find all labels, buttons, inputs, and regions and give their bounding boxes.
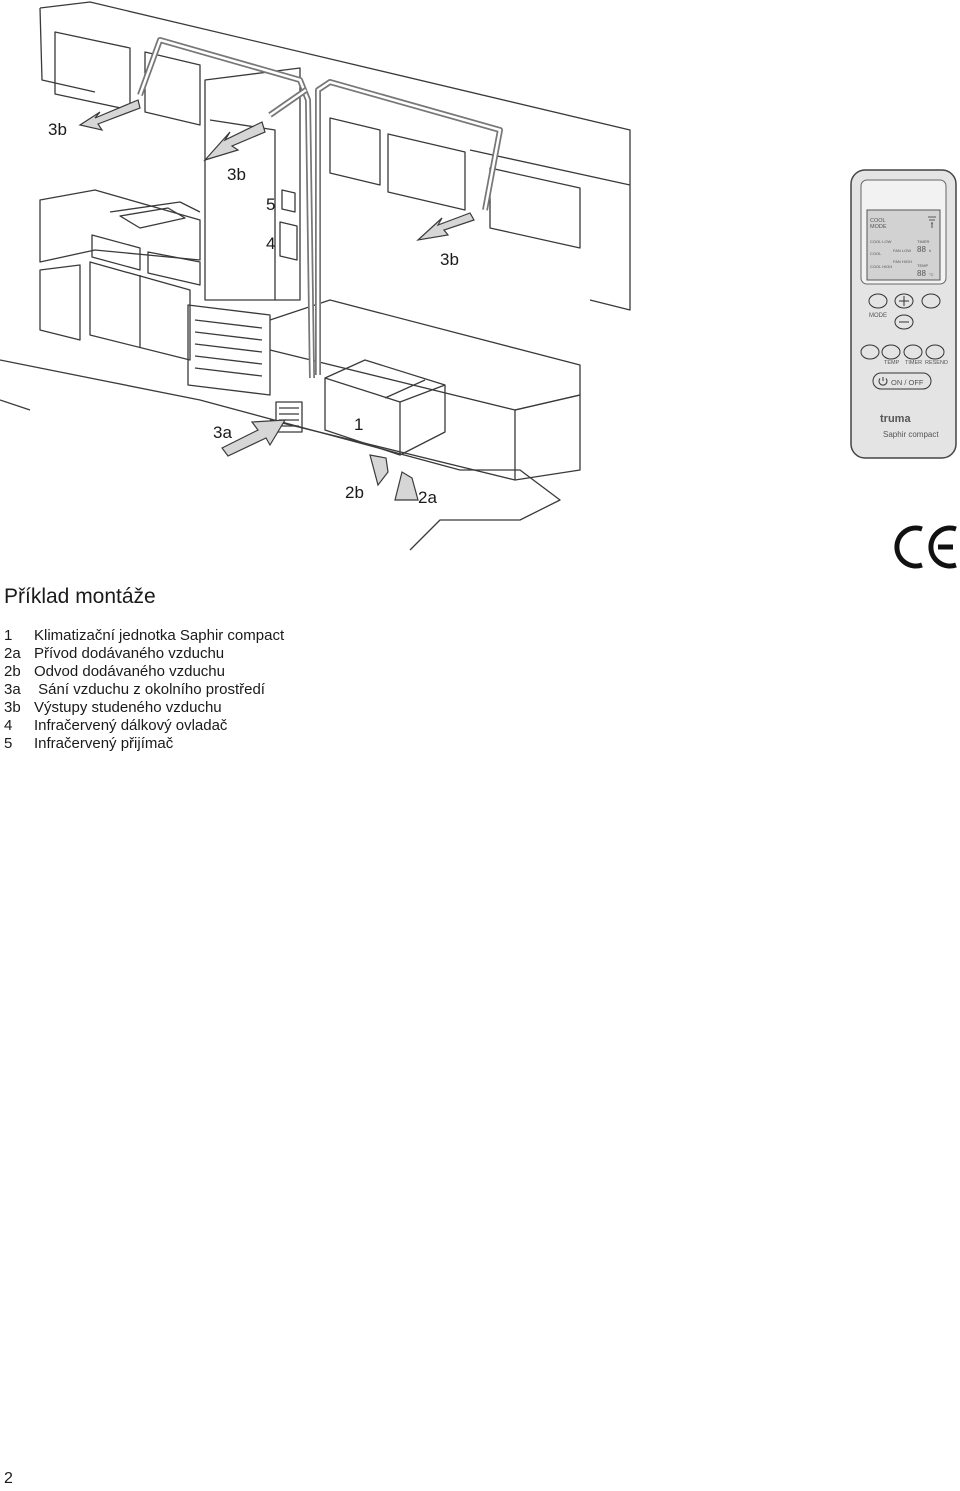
remote-btn-timer: TIMER [905,360,923,366]
legend-text: Sání vzduchu z okolního prostředí [34,681,265,698]
legend-key: 5 [4,735,13,752]
remote-mode-button [869,294,887,308]
legend-key: 3b [4,699,21,716]
camper-interior-drawing [0,2,630,550]
legend-key: 3a [4,681,21,698]
legend-text: Odvod dodávaného vzduchu [34,663,225,680]
callout-3b-column: 3b [227,165,246,184]
legend-key: 1 [4,627,13,644]
legend-list [4,627,284,753]
remote-label-cool: COOL [870,251,882,256]
callout-3b-right: 3b [440,250,459,269]
remote-temp-button [882,345,900,359]
legend-item [4,681,284,699]
remote-label-timer: TIMER [917,239,930,244]
callout-4: 4 [266,234,276,253]
remote-right-button [922,294,940,308]
remote-button-1 [861,345,879,359]
ce-mark-icon [893,524,959,570]
legend-item [4,717,284,735]
remote-resend-button [926,345,944,359]
legend-text: Výstupy studeného vzduchu [34,699,222,716]
remote-btn-temp: TEMP [884,360,900,366]
legend-key: 2b [4,663,21,680]
legend-item [4,627,284,645]
remote-btn-onoff: ON / OFF [891,378,924,387]
remote-unit-celsius: °C [929,272,934,277]
page-title: Příklad montáže [4,585,156,608]
callout-2a: 2a [418,488,437,507]
remote-label-fan-low: FAN LOW [893,248,912,253]
legend-text: Infračervený přijímač [34,735,174,752]
remote-digits-timer: 88 [917,245,926,254]
remote-label-cool-high: COOL HIGH [870,264,893,269]
remote-timer-button [904,345,922,359]
legend-text: Infračervený dálkový ovladač [34,717,228,734]
remote-btn-resend: RESEND [925,360,948,366]
legend-item [4,699,284,717]
remote-btn-mode: MODE [869,313,887,319]
callout-1: 1 [354,415,364,434]
callout-3b-top-left: 3b [48,120,67,139]
page-number: 2 [4,1470,13,1487]
installation-illustration [0,0,960,560]
remote-unit-hours: h [929,248,932,253]
remote-model-name: Saphir compact [883,430,939,439]
legend-text: Klimatizační jednotka Saphir compact [34,627,285,644]
legend-item [4,645,284,663]
legend-text: Přívod dodávaného vzduchu [34,645,225,662]
remote-brand-logo: truma [880,413,911,425]
remote-label-fan-high: FAN HIGH [893,259,912,264]
callout-3a: 3a [213,423,232,442]
legend-item [4,735,284,753]
legend-key: 2a [4,645,21,662]
callout-5: 5 [266,195,276,214]
remote-digits-temp: 88 [917,269,926,278]
legend-key: 4 [4,717,13,734]
remote-label-cool-low: COOL LOW [870,239,892,244]
remote-label-temp: TEMP [917,263,929,268]
remote-display-mode: COOL MODE [870,218,887,231]
legend-item [4,663,284,681]
callout-2b: 2b [345,483,364,502]
remote-control [851,170,956,458]
